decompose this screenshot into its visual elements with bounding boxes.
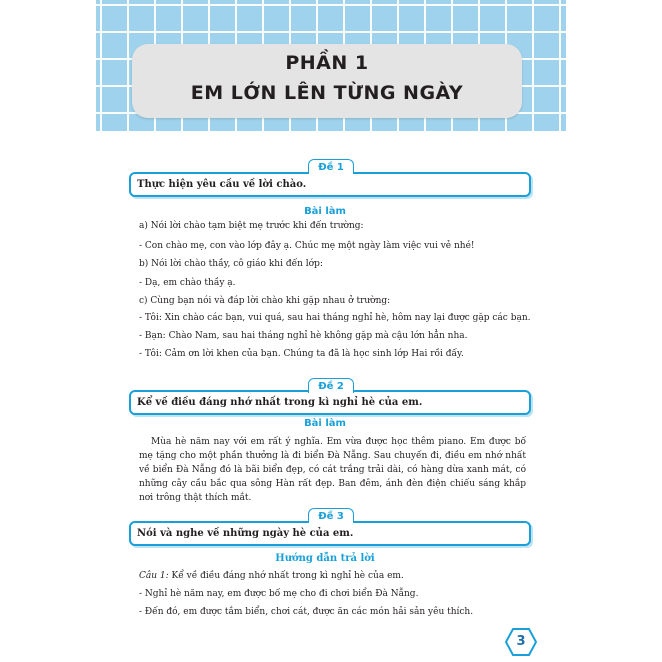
exercise-2-tag: Đề 2 [308, 378, 354, 393]
exercise-3-line: - Nghỉ hè năm nay, em được bố mẹ cho đi chơi biển Đà Nẵng. [139, 589, 419, 599]
part-label: PHẦN 1 [285, 52, 369, 74]
exercise-1-line: - Bạn: Chào Nam, sau hai tháng nghỉ hè không gặp mà cậu lớn hẳn nha. [139, 331, 468, 341]
exercise-1-line: - Tôi: Xin chào các bạn, vui quá, sau hai tháng nghỉ hè, hôm nay lại được gặp các bạn. [139, 313, 531, 323]
exercise-3-prompt: Nói và nghe về những ngày hè của em. [129, 521, 531, 546]
exercise-1-line: - Con chào mẹ, con vào lớp đây ạ. Chúc mẹ một ngày làm việc vui vẻ nhé! [139, 241, 475, 251]
exercise-3-question [139, 570, 534, 583]
exercise-1-tag: Đề 1 [308, 159, 354, 174]
exercise-3-section-title: Hướng dẫn trả lời [275, 553, 375, 564]
page-number-badge [505, 628, 537, 656]
page-title: EM LỚN LÊN TỪNG NGÀY [190, 82, 464, 104]
exercise-1-prompt: Thực hiện yêu cầu về lời chào. [129, 172, 531, 197]
exercise-2-section-title: Bài làm [304, 418, 346, 429]
exercise-3-tag: Đề 3 [308, 508, 354, 523]
exercise-3-line: - Đến đó, em được tắm biển, chơi cát, được ăn các món hải sản yêu thích. [139, 607, 474, 617]
question-text: Kể về điều đáng nhớ nhất trong kì nghỉ hè của em. [168, 571, 404, 581]
question-label: Câu 1: [139, 571, 169, 581]
title-card [132, 44, 522, 118]
page-number: 3 [516, 634, 526, 649]
exercise-1-line: c) Cùng bạn nói và đáp lời chào khi gặp nhau ở trường: [139, 296, 391, 306]
exercise-1-line: a) Nói lời chào tạm biệt mẹ trước khi đến trường: [139, 221, 364, 231]
exercise-1-line: - Dạ, em chào thầy ạ. [139, 278, 236, 288]
exercise-1-section-title: Bài làm [304, 206, 346, 217]
exercise-1-line: b) Nói lời chào thầy, cô giáo khi đến lớp: [139, 259, 323, 269]
exercise-1-line: - Tôi: Cảm ơn lời khen của bạn. Chúng ta đã là học sinh lớp Hai rồi đấy. [139, 349, 464, 359]
exercise-2-prompt: Kể về điều đáng nhớ nhất trong kì nghỉ hè của em. [129, 390, 531, 415]
exercise-2-answer: Mùa hè năm nay với em rất ý nghĩa. Em vừa được học thêm piano. Em được bố mẹ tặng cho một phần thưởng là đi biển Đà Nẵng. Sau chuyến đi, điều em nhớ nhất về biển Đà Nẵng đó là bãi biển đẹp, có cát trắng trải dài, có hàng dừa xanh mát, có những cây cầu bắc qua sông Hàn rất đẹp. Ban đêm, ánh đèn điện chiếu sáng khắp nơi trông thật thích mắt. [139, 437, 526, 503]
